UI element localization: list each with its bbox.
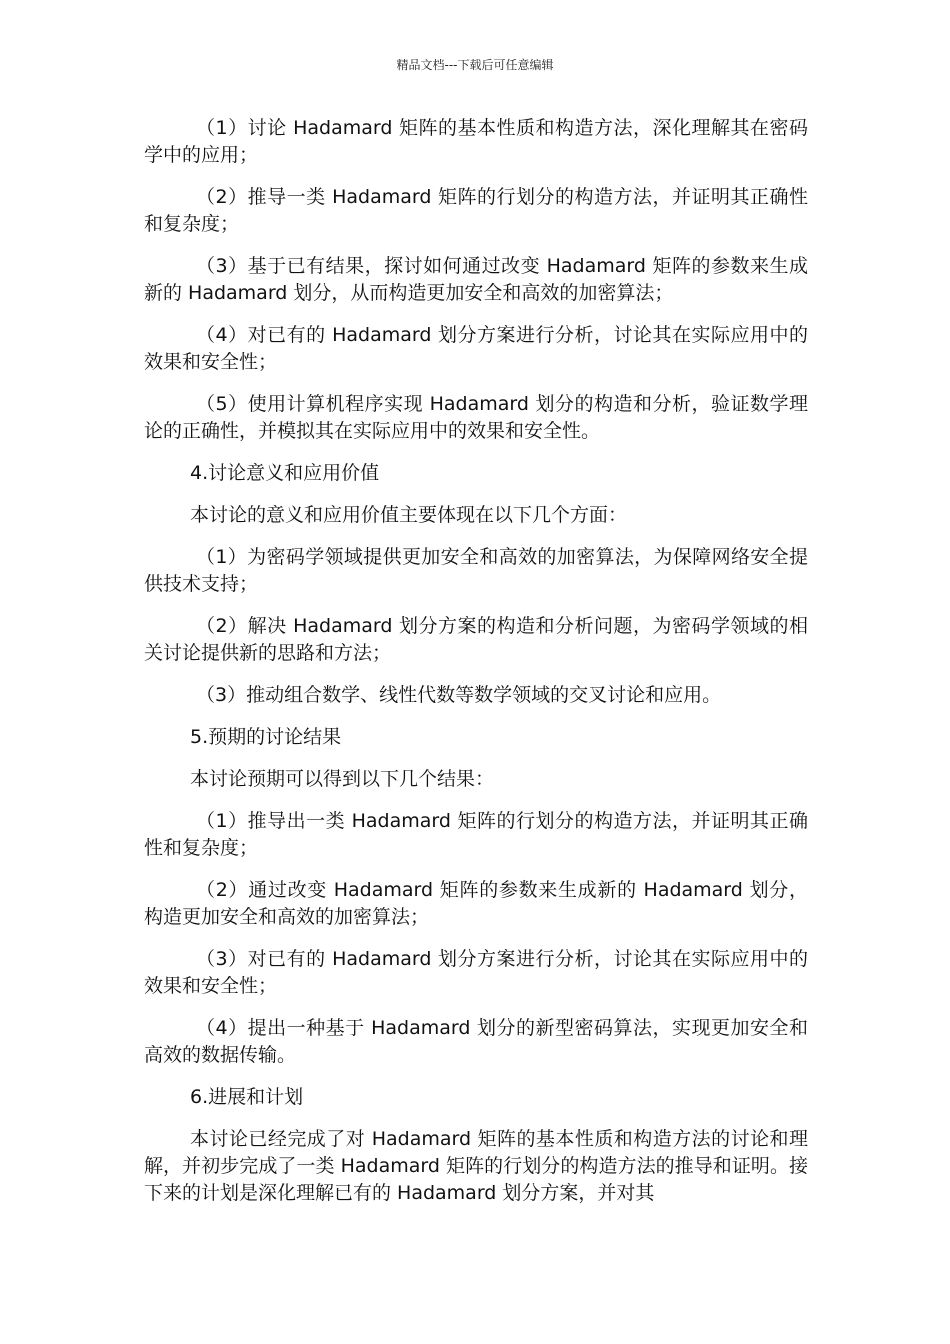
paragraph: （5）使用计算机程序实现 Hadamard 划分的构造和分析，验证数学理论的正确性，并模拟其在实际应用中的效果和安全性。	[144, 393, 808, 442]
paragraph: （3）对已有的 Hadamard 划分方案进行分析，讨论其在实际应用中的效果和安全性；	[144, 948, 808, 997]
paragraph: （1）为密码学领域提供更加安全和高效的加密算法，为保障网络安全提供技术支持；	[144, 546, 808, 595]
paragraph: （1）讨论 Hadamard 矩阵的基本性质和构造方法，深化理解其在密码学中的应用；	[144, 117, 808, 166]
page-header: 精品文档---下载后可任意编辑	[396, 58, 554, 72]
document-body	[144, 115, 808, 1222]
paragraph: （4）对已有的 Hadamard 划分方案进行分析，讨论其在实际应用中的效果和安全性；	[144, 324, 808, 373]
paragraph: （3）推动组合数学、线性代数等数学领域的交叉讨论和应用。	[196, 684, 722, 706]
paragraph: （3）基于已有结果，探讨如何通过改变 Hadamard 矩阵的参数来生成新的 Hadamard 划分，从而构造更加安全和高效的加密算法；	[144, 255, 808, 304]
paragraph: （1）推导出一类 Hadamard 矩阵的行划分的构造方法，并证明其正确性和复杂度；	[144, 810, 808, 859]
paragraph: 本讨论预期可以得到以下几个结果：	[190, 768, 495, 790]
paragraph: 本讨论已经完成了对 Hadamard 矩阵的基本性质和构造方法的讨论和理解，并初步完成了一类 Hadamard 矩阵的行划分的构造方法的推导和证明。接下来的计划是深化理解已有的 Hadamard 划分方案，并对其	[144, 1128, 808, 1204]
paragraph: （2）通过改变 Hadamard 矩阵的参数来生成新的 Hadamard 划分，构造更加安全和高效的加密算法；	[144, 879, 808, 928]
section-heading: 4.讨论意义和应用价值	[190, 462, 380, 484]
section-heading: 5.预期的讨论结果	[190, 726, 342, 748]
section-heading: 6.进展和计划	[190, 1086, 304, 1108]
paragraph: 本讨论的意义和应用价值主要体现在以下几个方面：	[190, 504, 628, 526]
paragraph: （4）提出一种基于 Hadamard 划分的新型密码算法，实现更加安全和高效的数据传输。	[144, 1017, 808, 1066]
paragraph: （2）解决 Hadamard 划分方案的构造和分析问题，为密码学领域的相关讨论提供新的思路和方法；	[144, 615, 808, 664]
paragraph: （2）推导一类 Hadamard 矩阵的行划分的构造方法，并证明其正确性和复杂度；	[144, 186, 808, 235]
